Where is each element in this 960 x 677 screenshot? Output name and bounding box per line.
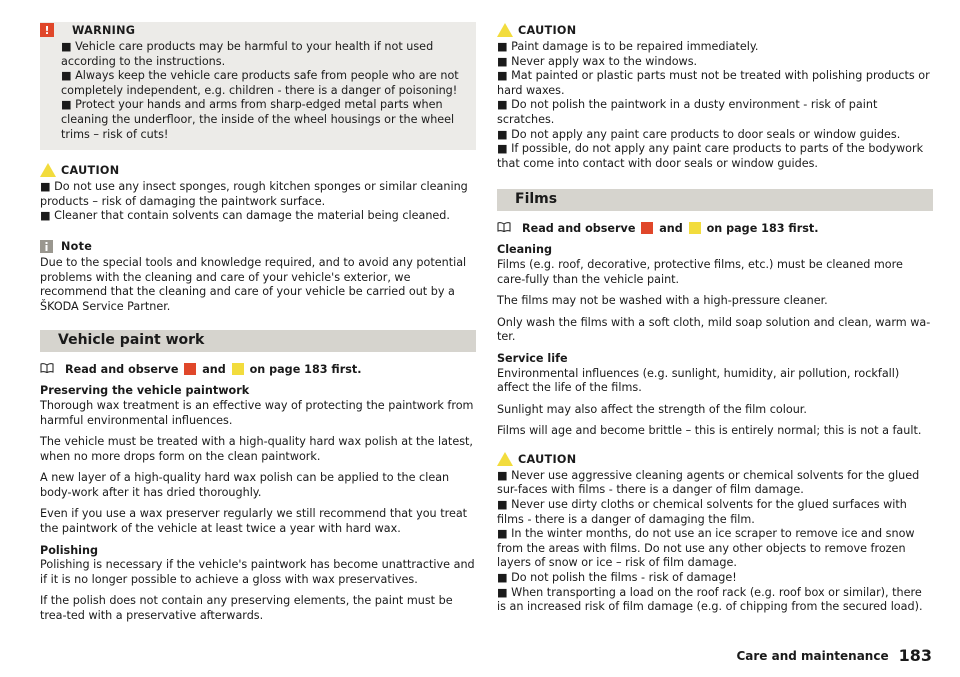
- section-title: Vehicle paint work: [58, 332, 205, 349]
- paragraph: Sunlight may also affect the strength of the film colour.: [497, 402, 807, 416]
- caution-item: ■ If possible, do not apply any paint care products to parts of the bodywork that come into contact with door seals or window guides.: [497, 142, 924, 170]
- warning-ref-icon: [184, 363, 196, 375]
- warning-title: WARNING: [72, 24, 136, 37]
- read-observe-and: and: [202, 363, 226, 377]
- read-observe-text: Read and observe: [65, 363, 179, 377]
- subheading: Preserving the vehicle paintwork: [40, 384, 250, 398]
- caution-item: ■ Do not polish the films - risk of damage!: [497, 571, 737, 585]
- left-column: [40, 22, 476, 624]
- paragraph: Films will age and become brittle – this is entirely normal; this is not a fault.: [497, 424, 922, 438]
- read-observe-page[interactable]: on page 183 first.: [249, 363, 362, 377]
- read-observe-and: and: [659, 222, 683, 236]
- read-observe-line: [40, 360, 476, 380]
- caution-triangle-icon: [40, 163, 56, 177]
- note-text: Due to the special tools and knowledge required, and to avoid any potential problems with the cleaning and care of your vehicle's exterior, we recommend that the cleaning and care of your vehicle be carried out by a ŠKODA Service Partner.: [40, 255, 467, 313]
- paragraph: Even if you use a wax preserver regularly we still recommend that you treat the paintwork of the vehicle at least twice a year with hard wax.: [40, 507, 468, 536]
- note-title: Note: [61, 239, 93, 253]
- warning-item: ■ Vehicle care products may be harmful to your health if not used according to the instructions.: [61, 40, 434, 68]
- warning-header: [44, 22, 468, 40]
- caution-header: [497, 22, 933, 40]
- caution-item: ■ Do not apply any paint care products to door seals or window guides.: [497, 127, 901, 141]
- caution-item: ■ Do not polish the paintwork in a dusty environment - risk of paint scratches.: [497, 98, 878, 126]
- paragraph: If the polish does not contain any preserving elements, the paint must be trea-ted with a preservative afterwards.: [40, 594, 453, 623]
- caution-title: CAUTION: [518, 24, 577, 37]
- subheading: Service life: [497, 351, 568, 365]
- page-footer: [736, 646, 932, 665]
- caution-ref-icon: [689, 222, 701, 234]
- warning-item: ■ Protect your hands and arms from sharp-edged metal parts when cleaning the underfloor, the inside of the wheel housings or the wheel trims – risk of cuts!: [61, 98, 455, 141]
- caution-title: CAUTION: [518, 452, 577, 466]
- warning-ref-icon: [641, 222, 653, 234]
- section-header-paint: [40, 330, 476, 352]
- subheading: Cleaning: [497, 243, 552, 257]
- subheading: Polishing: [40, 543, 98, 557]
- caution-header: [497, 451, 933, 469]
- footer-section-name: Care and maintenance: [736, 648, 889, 663]
- section-title: Films: [515, 191, 558, 208]
- note-info-icon: [40, 239, 56, 253]
- caution-triangle-icon: [497, 23, 513, 37]
- paragraph: Environmental influences (e.g. sunlight, humidity, air pollution, rockfall) affect the life of the films.: [497, 366, 900, 395]
- caution-header: [40, 162, 476, 180]
- page-number: 183: [898, 646, 932, 665]
- warning-item: ■ Always keep the vehicle care products safe from people who are not completely independent, e.g. children - there is a danger of poisoning!: [61, 69, 459, 97]
- note-header: [40, 238, 476, 256]
- book-icon: [497, 222, 511, 232]
- right-column: [497, 22, 933, 615]
- read-observe-line: [497, 219, 933, 239]
- book-icon: [40, 363, 54, 373]
- caution-triangle-icon: [497, 452, 513, 466]
- section-header-films: [497, 189, 933, 211]
- warning-exclamation-icon: !: [40, 23, 54, 37]
- caution-title: CAUTION: [61, 164, 120, 178]
- caution-ref-icon: [232, 363, 244, 375]
- paragraph: The vehicle must be treated with a high-quality hard wax polish at the latest, when no more drops form on the clean paintwork.: [40, 435, 473, 463]
- caution-item: ■ Mat painted or plastic parts must not be treated with polishing products or hard waxes.: [497, 69, 930, 97]
- paragraph: Only wash the films with a soft cloth, mild soap solution and clean, warm wa-ter.: [497, 315, 931, 344]
- read-observe-text: Read and observe: [522, 222, 636, 236]
- read-observe-page[interactable]: on page 183 first.: [706, 222, 819, 236]
- warning-box: [40, 22, 476, 150]
- caution-item: ■ Never use aggressive cleaning agents or chemical solvents for the glued sur-faces with films - there is a danger of film damage.: [497, 468, 920, 497]
- caution-item: ■ When transporting a load on the roof rack (e.g. roof box or similar), there is an increased risk of film damage (e.g. of chipping from the secured load).: [497, 585, 923, 614]
- caution-item: ■ Never apply wax to the windows.: [497, 54, 698, 68]
- paragraph: The films may not be washed with a high-pressure cleaner.: [497, 294, 828, 308]
- caution-item: ■ Cleaner that contain solvents can damage the material being cleaned.: [40, 209, 450, 223]
- caution-item: ■ Paint damage is to be repaired immediately.: [497, 40, 759, 53]
- paragraph: Thorough wax treatment is an effective way of protecting the paintwork from harmful environmental influences.: [40, 398, 474, 427]
- caution-item: ■ Never use dirty cloths or chemical solvents for the glued surfaces with films - there is a danger of damaging the film.: [497, 498, 907, 526]
- caution-item: ■ In the winter months, do not use an ice scraper to remove ice and snow from the areas with films. Do not use any other objects to remove frozen layers of snow or ice – risk of film damage.: [497, 527, 915, 570]
- paragraph: A new layer of a high-quality hard wax polish can be applied to the clean body-work after it has dried thoroughly.: [40, 471, 450, 499]
- caution-item: ■ Do not use any insect sponges, rough kitchen sponges or similar cleaning products – risk of damaging the paintwork surface.: [40, 180, 468, 208]
- paragraph: Polishing is necessary if the vehicle's paintwork has become unattractive and if it is no longer possible to achieve a gloss with wax preservatives.: [40, 558, 475, 586]
- paragraph: Films (e.g. roof, decorative, protective films, etc.) must be cleaned more care-fully than the vehicle paint.: [497, 257, 903, 286]
